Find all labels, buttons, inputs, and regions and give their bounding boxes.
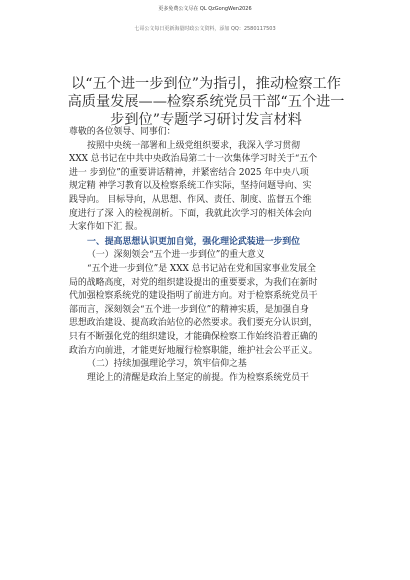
paragraph-line: 只有不断强化党的组织建设，才能确保检察工作始终沿着正确的: [69, 331, 318, 342]
paragraph-line: 理论上的清醒是政治上坚定的前提。作为检察系统党员干: [87, 372, 309, 383]
paragraph-line: 政治方向前进，才能更好地履行检察职能，维护社会公平正义。: [69, 345, 318, 356]
intro-line: XXX 总书记在中共中央政治局第二十一次集体学习时关于“五个: [69, 154, 318, 165]
document-title: [56, 75, 356, 129]
paragraph-line: 局的战略高度，对党的组织建设提出的重要要求，为我们在新时: [69, 277, 318, 288]
title-line-3: 步到位”专题学习研讨发言材料: [110, 112, 302, 128]
header-contact-note: 七哥公文每日更新海量时政公文资料，添加 QQ：2580117503: [134, 26, 276, 32]
document-body: [69, 126, 351, 385]
header-watermark-note: 更多免费公文尽在 QL QzGongWen2026: [158, 6, 252, 12]
intro-line: 规定精 神学习教育以及检察系统工作实际，坚持问题导向、实: [69, 181, 312, 192]
subsection-heading: （一）深刻领会“五个进一步到位”的重大意义: [87, 250, 265, 261]
subsection-heading: （二）持续加强理论学习，筑牢信仰之基: [87, 359, 247, 370]
intro-line: 按照中央统一部署和上级党组织要求，我深入学习贯彻: [87, 140, 300, 151]
intro-line: 度进行了深 入的检视剖析。下面，我就此次学习的相关体会向: [69, 208, 312, 219]
intro-line: 进一 步到位”的重要讲话精神，并紧密结合 2025 年中央八项: [69, 167, 309, 178]
paragraph-line: 部而言，深刻领会“五个进一步到位”的精神实质，是加强自身: [69, 304, 309, 315]
section-heading: 一、提高思想认识更加自觉，强化理论武装进一步到位: [87, 236, 300, 247]
intro-line: 大家作如下汇 报。: [69, 222, 143, 233]
paragraph-line: 思想政治建设、提高政治站位的必然要求。我们要充分认识到，: [69, 318, 318, 329]
paragraph-line: 代加强检察系统党的建设指明了前进方向。对于检察系统党员干: [69, 291, 318, 302]
greeting: 尊敬的各位领导、同事们：: [69, 127, 176, 137]
intro-line: 践导向。 目标导向，从思想、作风、责任、制度、监督五个维: [69, 194, 312, 205]
title-line-1: 以“五个进一步到位”为指引，推动检察工作: [71, 76, 341, 92]
paragraph-line: “五个进一步到位”是 XXX 总书记站在党和国家事业发展全: [87, 263, 316, 274]
title-line-2: 高质量发展——检察系统党员干部“五个进一: [67, 94, 345, 110]
